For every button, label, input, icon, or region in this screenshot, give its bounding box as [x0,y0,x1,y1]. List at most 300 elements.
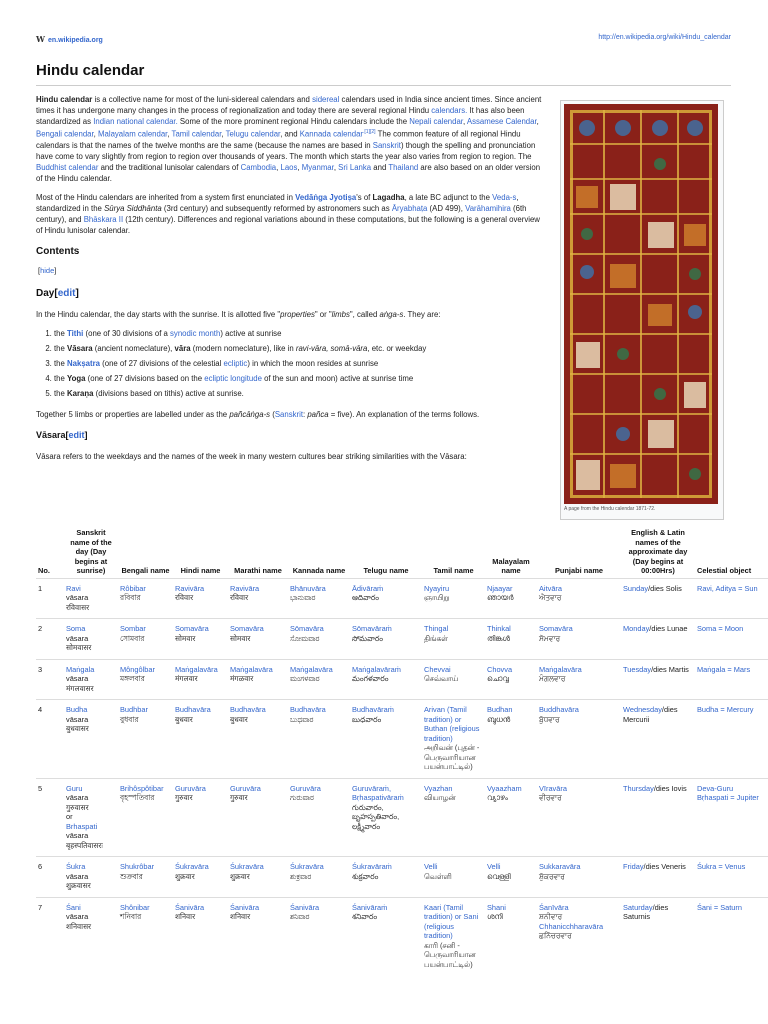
cell-link[interactable]: Somavāra [175,624,209,633]
cell-telugu [350,778,422,857]
malayalam-calendar-link[interactable]: Malayalam calendar [98,129,168,139]
cell-sanskrit [64,578,118,619]
native-script-text: शुक्रवार [230,871,250,881]
native-script-text: गुरुवासर [66,802,89,812]
cell-hindi [173,700,228,779]
native-script-text: బుధవారం [352,714,382,724]
cell-celestial [695,619,768,660]
cell-link[interactable]: Shukrôbar [120,862,155,871]
cell-link[interactable]: Maṅgalavāra [539,664,582,674]
cell-link[interactable]: Budhavāra [290,705,326,714]
latin-name: /dies Veneris [643,862,686,871]
cell-punjabi [537,700,621,779]
cell-bengali [118,897,173,975]
cell-kannada [288,578,350,619]
cell-bengali [118,619,173,660]
cell-link[interactable]: Nyayiru [424,583,450,593]
page-url-link[interactable]: http://en.wikipedia.org/wiki/Hindu_calendar [598,34,731,41]
cell-text: 6 [38,862,43,871]
table-row [36,619,768,660]
celestial-link[interactable]: Budha = Mercury [697,705,754,714]
cell-malayalam [485,778,537,857]
cell-link[interactable]: Maṅgalavāraṁ [352,664,401,674]
bhaskara-link[interactable]: Bhāskara II [83,215,124,224]
cell-link[interactable]: Arivan (Tamil tradition) or Buthan (religious tradition) [424,705,480,743]
title-divider [36,85,731,86]
sanskrit-link-2[interactable]: Sanskrit [274,410,303,419]
cell-link[interactable]: Brihôspôtibar [120,783,164,793]
cell-text: vāsara [66,831,89,840]
nepali-calendar-link[interactable]: Nepali calendar [409,117,463,126]
latin-name: /dies Martis [651,664,689,674]
native-script-text: শনিবার [120,912,142,921]
cell-link[interactable]: Śukravāraṁ [352,862,392,871]
bengali-calendar-link[interactable]: Bengali calendar [36,129,94,139]
native-script-text: വ്യാഴം [487,793,508,802]
cell-link[interactable]: Ādivāraṁ [352,583,384,593]
latin-name: /dies Saturnis [623,902,669,921]
cell-link[interactable]: Budhavāraṁ [352,705,394,714]
sanskrit-link[interactable]: Sanskrit [372,140,401,150]
cell-link[interactable]: Śukravāra [290,862,324,871]
table-row [36,857,768,898]
native-script-text: ਸ਼ਨੀਵਾਰ [539,912,563,921]
cell-english-latin [621,897,695,975]
list-item: 4. the Yoga (one of 27 divisions based on the ecliptic longitude of the sun and moon) active at sunrise time [54,373,426,388]
vedanga-jyotisa-link[interactable]: Vedāṅga Jyotiṣa [295,193,357,202]
cell-punjabi [537,897,621,975]
native-script-text: ചൊവ്വ [487,674,509,683]
cell-celestial [695,659,768,700]
native-script-text: সোমবার [120,633,145,643]
cell-kannada [288,897,350,975]
native-script-text: सोमवासर [66,643,92,652]
cell-link[interactable]: Thinkal [487,624,511,633]
native-script-text: ਸੋਮਵਾਰ [539,633,561,643]
cell-bengali [118,778,173,857]
cell-bengali [118,578,173,619]
cell-text: 5 [38,783,43,793]
intro-paragraph-1: Hindu calendar is a collective name for most of the luni-sidereal calendars and sidereal calendars used in India since ancient times. Since ancient times it has undergone many changes in the process of regionalization and today there are several regional Hindu calendars. It has also been standardized as Indian national calendar. Some of the more prominent regional Hindu calendars include the Nepali calendar, Assamese Calendar, Bengali calendar, Malayalam calendar, Tamil calendar, Telugu calendar, and Kannada calendar$^{.[1][2]}$ The common feature of all regional Hindu calendars is that the names of the twelve months are the same (because the names are based in Sanskrit) though the spelling and pronunciation have come to vary slightly from region to region over thousands of years. The month which starts the year also varies from region to region. The Buddhist calendar and the traditional lunisolar calendars of Cambodia, Laos, Myanmar, Sri Lanka and Thailand are also based on an older version of the Hindu calendar. [36,95,542,183]
cell-malayalam [485,700,537,779]
indian-national-calendar-link[interactable]: Indian national calendar. [93,117,178,126]
cell-sanskrit [64,857,118,898]
page-title: Hindu calendar [36,62,145,79]
cell-link[interactable]: Guruvāra [175,783,206,793]
native-script-text: ఆదివారం [352,593,379,602]
cell-link[interactable]: Bhānuvāra [290,583,326,593]
native-script-text: ਮੰਗਲਵਾਰ [539,674,566,683]
cell-malayalam [485,857,537,898]
native-script-text: శుక్రవారం [352,871,379,881]
cell-text: vāsara [66,714,89,724]
cell-text: 3 [38,664,43,674]
cell-link[interactable]: Rôbibar [120,583,146,593]
cell-marathi [228,778,288,857]
column-header: Punjabi name [554,566,604,575]
native-script-text: அறிவன் (புதன் - பெருவாரியான பயன்பாட்டில்) [424,743,480,771]
native-script-text: సోమవారం [352,633,383,643]
native-script-text: ಗುರುವಾರ [290,793,314,802]
cell-english-latin [621,700,695,779]
native-script-text: വെള്ളി [487,871,511,881]
cell-link[interactable]: Ravivāra [230,583,260,593]
cell-link[interactable]: Sōmavāraṁ [352,624,392,633]
native-script-text: ಶನಿವಾರ [290,912,310,921]
vasara-paragraph: Vāsara refers to the weekdays and the names of the week in many western cultures bear striking similarities with the Vāsara: [36,452,467,461]
cell-link[interactable]: Sukkaravāra [539,862,581,871]
cell-hindi [173,778,228,857]
telugu-calendar-link[interactable]: Telugu calendar [225,129,281,139]
native-script-text: शनिवासर [66,921,92,931]
native-script-text: মঙ্গলবার [120,674,145,683]
cambodia-link[interactable]: Cambodia [240,162,277,172]
cell-punjabi [537,578,621,619]
cell-sanskrit [64,619,118,660]
cell-no [36,778,64,857]
cell-link[interactable]: Śanīvāra [539,902,569,912]
celestial-link[interactable]: Deva-Guru Bṛhaspati = Jupiter [697,783,759,802]
cell-link[interactable]: Śukra [66,862,86,871]
column-header: Kannada name [292,566,346,575]
cell-link[interactable]: Maṅgalavāra [230,664,273,674]
column-header: Hindi name [180,566,221,575]
native-script-text: ಶುಕ್ರವಾರ [290,871,312,881]
native-script-text: തിങ്കൾ [487,633,510,643]
cell-text: vāsara [66,793,89,802]
cell-bengali [118,659,173,700]
weekday-link[interactable]: Friday [623,862,644,871]
myanmar-link[interactable]: Myanmar [301,162,334,172]
cell-link[interactable]: Shani [487,902,506,912]
cell-text: 1 [38,583,43,593]
weekday-link[interactable]: Thursday [623,783,654,793]
list-item: 3. the Nakṣatra (one of 27 divisions of the celestial ecliptic) in which the moon resides at sunrise [54,358,426,373]
hide-link[interactable]: hide [40,266,55,275]
celestial-link[interactable]: Śani = Saturn [697,902,742,912]
cell-link[interactable]: Maṅgalavāra [290,664,333,674]
laos-link[interactable]: Laos [280,162,298,172]
cell-english-latin [621,619,695,660]
list-item: 1. the Tithi (one of 30 divisions of a synodic month) active at sunrise [54,328,426,343]
native-script-text: ಸೋಮವಾರ [290,633,320,643]
cell-link[interactable]: Guruvāraṁ, Bṛhaspativāraṁ [352,783,404,802]
day-paragraph: In the Hindu calendar, the day starts with the sunrise. It is allotted five "properties" or "limbs", called aṅga-s. They are: [36,310,441,319]
cell-celestial [695,857,768,898]
cell-celestial [695,897,768,975]
cell-link[interactable]: Thingal [424,624,449,633]
vasara-edit-link[interactable]: edit [68,430,85,440]
cell-link[interactable]: Budhan [487,705,513,714]
cell-link[interactable]: Aitvāra [539,583,563,593]
cell-link[interactable]: Śanivāraṁ [352,902,388,912]
column-header: Sanskrit name of the day (Day begins at sunrise) [70,528,112,575]
native-script-text: मंगलवार [175,674,198,683]
column-header: Bengali name [121,566,170,575]
native-script-text: शनिवार [175,912,196,921]
cell-link[interactable]: Maṅgala [66,664,95,674]
cell-no [36,619,64,660]
cell-marathi [228,857,288,898]
cell-telugu [350,700,422,779]
intro-paragraph-2: Most of the Hindu calendars are inherited from a system first enunciated in Vedāṅga Jyotiṣa's of Lagadha, a late BC adjunct to the Veda-s, standardized in the Sūrya Siddhānta (3rd century) and subsequently reformed by astronomers such as Āryabhaṭa (AD 499), Varāhamihira (6th century), and Bhāskara II (12th century). Differences and regional variations abound in these computations, but the following is a general overview of Hindu lunisolar calendar. [36,193,540,235]
native-script-text: ಭಾನುವಾರ [290,593,316,602]
cell-telugu [350,659,422,700]
print-header [36,33,731,47]
veda-link[interactable]: Veda-s [492,193,517,202]
table-header-row [36,528,768,578]
celestial-link[interactable]: Maṅgala = Mars [697,664,751,674]
cell-tamil [422,857,485,898]
thailand-link[interactable]: Thailand [388,162,419,172]
cell-no [36,700,64,779]
table-body [36,578,768,975]
latin-name: /dies Mercurii [623,705,678,724]
weekday-link[interactable]: Monday [623,624,650,633]
cell-malayalam [485,659,537,700]
native-script-text: ਬੁੱਧਵਾਰ [539,714,560,724]
native-script-text: ਸ਼ੁੱਕਰਵਾਰ [539,871,565,881]
cell-english-latin [621,857,695,898]
ecliptic-link[interactable]: ecliptic [223,359,248,368]
calendar-page-image[interactable] [564,104,718,504]
cell-link[interactable]: Śukravāra [230,862,264,871]
cell-link[interactable]: Śanivāra [175,902,205,912]
cell-link[interactable]: Sōmavāra [290,624,324,633]
table-row [36,778,768,857]
cell-no [36,659,64,700]
cell-link[interactable]: Somavāra [230,624,264,633]
cell-link[interactable]: Brhaspati [66,821,98,831]
cell-link[interactable]: Śanivāra [230,902,260,912]
celestial-link[interactable]: Ravi, Aditya = Sun [697,583,758,593]
cell-tamil [422,619,485,660]
synodic-month-link[interactable]: synodic month [170,329,221,338]
native-script-text: ಮಂಗಳವಾರ [290,674,320,683]
cell-kannada [288,778,350,857]
cell-link[interactable]: Velli [424,862,438,871]
calendar-page-artwork [564,104,718,504]
buddhist-calendar-link[interactable]: Buddhist calendar [36,162,99,172]
native-script-text: காரி (சனி - பெருவாரியான பயன்பாட்டில்) [424,940,476,969]
native-script-text: बुधवार [175,714,193,724]
cell-text: vāsara [66,633,89,643]
tamil-calendar-link[interactable]: Tamil calendar [171,129,222,139]
native-script-text: রবিবার [120,593,141,602]
native-script-text: बृहस्पतिवासरः [66,840,103,850]
native-script-text: வெள்ளி [424,871,452,881]
cell-text: or [66,812,73,821]
latin-name: /dies Solis [648,583,682,593]
cell-link[interactable]: Budhavāra [230,705,266,714]
native-script-text: বৃহস্পতিবার [120,793,155,802]
cell-link[interactable]: Vyazhan [424,783,453,793]
aryabhata-link[interactable]: Āryabhaṭa [391,204,428,213]
cell-sanskrit [64,659,118,700]
list-item: 5. the Karaṇa (divisions based on tithis) active at sunrise. [54,388,426,403]
day-edit-link[interactable]: edit [57,288,76,299]
cell-marathi [228,578,288,619]
cell-malayalam [485,578,537,619]
cell-link[interactable]: Guru [66,783,83,793]
native-script-text: सोमवार [175,633,196,643]
cell-text: 7 [38,902,43,912]
cell-link[interactable]: Somavāra [539,624,573,633]
table-row [36,897,768,975]
cell-link[interactable]: Ravivāra [175,583,205,593]
cell-kannada [288,857,350,898]
cell-link[interactable]: Njaayar [487,583,513,593]
cell-link[interactable]: Budhbar [120,705,148,714]
native-script-text: ਐਤਵਾਰ [539,593,562,602]
column-header: Telugu name [363,566,409,575]
cell-link[interactable]: Guruvāra [230,783,261,793]
cell-tamil [422,778,485,857]
native-script-text: ബുധൻ [487,714,511,724]
site-link[interactable]: W en.wikipedia.org [36,34,103,44]
cell-tamil [422,700,485,779]
cell-link[interactable]: Chevvai [424,664,451,674]
cell-bengali [118,700,173,779]
sidereal-link[interactable]: sidereal [312,95,340,104]
cell-hindi [173,897,228,975]
wikipedia-logo-icon: W [36,34,45,44]
cell-link[interactable]: Budhavāra [175,705,211,714]
cell-punjabi [537,857,621,898]
native-script-text: शुक्रवासर [66,881,91,890]
cell-tamil [422,578,485,619]
cell-tamil [422,897,485,975]
cell-text: 4 [38,705,43,714]
cell-link[interactable]: Śanivāra [290,902,320,912]
celestial-link[interactable]: Soma = Moon [697,624,744,633]
native-script-text: ಬುಧವಾರ [290,714,314,724]
cell-english-latin [621,659,695,700]
celestial-link[interactable]: Śukra = Venus [697,862,746,871]
calendars-link[interactable]: calendars. [431,106,468,115]
ecliptic-longitude-link[interactable]: ecliptic longitude [204,374,262,383]
cell-english-latin [621,778,695,857]
native-script-text: గురువారం, బృహస్పతివారం, లక్ష్మీవారం [352,802,400,831]
cell-marathi [228,659,288,700]
cell-malayalam [485,897,537,975]
native-script-text: శనివారం [352,912,378,921]
weekday-link[interactable]: Sunday [623,583,649,593]
kannada-calendar-link[interactable]: Kannada calendar [299,129,364,139]
native-script-text: শুক্রবার [120,871,143,881]
contents-toggle: [hide] [38,266,57,275]
pancanga-paragraph: Together 5 limbs or properties are labelled under as the pañcāṅga-s (Sanskrit: pañca = five). An explanation of the terms follows. [36,410,480,419]
cell-telugu [350,619,422,660]
vasara-table [36,528,768,975]
cell-marathi [228,619,288,660]
weekday-link[interactable]: Saturday [623,902,653,912]
native-script-text: शुक्रवार [175,871,195,881]
native-script-text: வியாழன் [424,793,456,802]
latin-name: /dies Iovis [653,783,687,793]
tithi-link[interactable]: Tithi [67,329,84,338]
cell-link[interactable]: Soma [66,624,86,633]
cell-link[interactable]: Chhanicchharavāra [539,921,604,931]
column-header: No. [38,566,50,575]
cell-text: vāsara [66,912,89,921]
assamese-calendar-link[interactable]: Assamese Calendar [466,117,537,126]
cell-sanskrit [64,700,118,779]
native-script-text: मंगळवार [230,674,254,683]
cell-link[interactable]: Shônibar [120,902,150,912]
native-script-text: বুধবার [120,714,139,724]
varahamihira-link[interactable]: Varāhamihira [465,204,511,213]
contents-heading: Contents [36,246,80,257]
figure-caption: A page from the Hindu calendar 1871-72. [564,506,656,512]
table-row [36,700,768,779]
weekday-link[interactable]: Tuesday [623,664,652,674]
cell-link[interactable]: Budha [66,705,88,714]
cell-telugu [350,897,422,975]
cell-link[interactable]: Buddhavāra [539,705,579,714]
native-script-text: गुरुवार [175,793,193,802]
native-script-text: మంగళవారం [352,674,389,683]
cell-celestial [695,578,768,619]
naksatra-link[interactable]: Nakṣatra [67,359,100,368]
sri-lanka-link[interactable]: Sri Lanka [338,162,372,172]
vasara-heading: Vāsara[edit] [36,430,88,440]
cell-no [36,578,64,619]
native-script-text: ശനി [487,912,503,921]
references-link[interactable]: .[1][2] [363,129,376,135]
cell-kannada [288,659,350,700]
cell-celestial [695,700,768,779]
cell-link[interactable]: Vyaazham [487,783,522,793]
cell-link[interactable]: Chovva [487,664,513,674]
cell-link[interactable]: Ravi [66,583,81,593]
cell-kannada [288,619,350,660]
cell-link[interactable]: Śukravāra [175,862,209,871]
weekday-link[interactable]: Wednesday [623,705,662,714]
column-header: Malayalam name [492,556,530,575]
cell-no [36,897,64,975]
cell-link[interactable]: Maṅgalavāra [175,664,218,674]
native-script-text: செவ்வாய் [424,674,459,683]
native-script-text: रविवासर [66,602,90,612]
cell-hindi [173,857,228,898]
native-script-text: ਵੀਰਵਾਰ [539,793,562,802]
cell-marathi [228,897,288,975]
cell-link[interactable]: Sombar [120,624,146,633]
cell-malayalam [485,619,537,660]
calendar-figure [560,100,724,520]
day-heading: Day[edit] [36,288,79,299]
native-script-text: बुधवासर [66,724,89,733]
cell-link[interactable]: Kaari (Tamil tradition) or Sani (religious tradition) [424,902,479,940]
native-script-text: गुरुवार [230,793,248,802]
table-row [36,659,768,700]
cell-hindi [173,659,228,700]
column-header: Marathi name [234,566,282,575]
cell-link[interactable]: Guruvāra [290,783,321,793]
cell-marathi [228,700,288,779]
cell-sanskrit [64,897,118,975]
column-header: Celestial object [697,566,752,575]
cell-link[interactable]: Velli [487,862,501,871]
cell-link[interactable]: Vīravāra [539,783,567,793]
cell-hindi [173,578,228,619]
cell-bengali [118,857,173,898]
native-script-text: ഞായർ [487,593,514,602]
native-script-text: मंगलवासर [66,683,94,693]
cell-link[interactable]: Môngôlbar [120,664,155,674]
cell-link[interactable]: Śani [66,902,81,912]
